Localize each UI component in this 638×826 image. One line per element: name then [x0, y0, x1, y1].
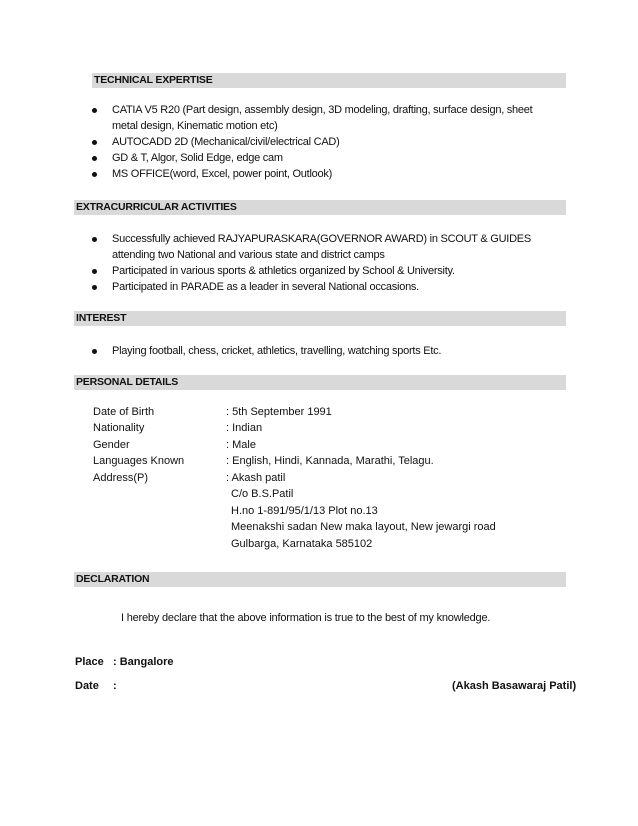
- list-item: Participated in various sports & athletics organized by School & University.: [92, 263, 572, 279]
- address-line: Gulbarga, Karnataka 585102: [231, 538, 373, 550]
- address-line: C/o B.S.Patil: [231, 488, 294, 500]
- declaration-heading-bar: [74, 572, 566, 587]
- technical-expertise-heading: TECHNICAL EXPERTISE: [94, 74, 213, 86]
- details-label: Languages Known: [93, 455, 185, 467]
- address-line: H.no 1-891/95/1/13 Plot no.13: [231, 505, 378, 517]
- list-item: MS OFFICE(word, Excel, power point, Outlook): [92, 166, 572, 182]
- details-label: Address(P): [93, 472, 149, 484]
- interest-heading: INTEREST: [76, 312, 127, 324]
- technical-expertise-list: [92, 102, 572, 182]
- personal-details-heading-bar: [74, 375, 566, 390]
- interest-heading-bar: [74, 311, 566, 326]
- date-value: :: [113, 680, 117, 692]
- list-item: CATIA V5 R20 (Part design, assembly design, 3D modeling, drafting, surface design, sheet metal design, Kinematic motion etc): [92, 102, 572, 134]
- details-value: : 5th September 1991: [226, 406, 332, 418]
- extracurricular-heading-bar: [74, 200, 566, 215]
- details-label: Nationality: [93, 422, 145, 434]
- list-item: Playing football, chess, cricket, athletics, travelling, watching sports Etc.: [92, 343, 572, 359]
- place-value: : Bangalore: [113, 656, 174, 668]
- declaration-heading: DECLARATION: [76, 573, 150, 585]
- declaration-text: I hereby declare that the above information is true to the best of my knowledge.: [121, 612, 491, 624]
- personal-details-heading: PERSONAL DETAILS: [76, 376, 179, 388]
- list-item: AUTOCADD 2D (Mechanical/civil/electrical CAD): [92, 134, 572, 150]
- extracurricular-list: [92, 231, 572, 295]
- technical-expertise-heading-bar: [92, 73, 566, 88]
- list-item: Successfully achieved RAJYAPURASKARA(GOVERNOR AWARD) in SCOUT & GUIDES attending two National and various state and district camps: [92, 231, 572, 263]
- date-label: Date: [75, 680, 99, 692]
- details-value: : Male: [226, 439, 256, 451]
- place-label: Place: [75, 656, 104, 668]
- details-label: Date of Birth: [93, 406, 155, 418]
- list-item: Participated in PARADE as a leader in several National occasions.: [92, 279, 572, 295]
- details-value: : English, Hindi, Kannada, Marathi, Telagu.: [226, 455, 434, 467]
- address-line: Meenakshi sadan New maka layout, New jewargi road: [231, 521, 496, 533]
- details-label: Gender: [93, 439, 130, 451]
- details-value: : Akash patil: [226, 472, 286, 484]
- interest-list: [92, 343, 572, 359]
- list-item: GD & T, Algor, Solid Edge, edge cam: [92, 150, 572, 166]
- extracurricular-heading: EXTRACURRICULAR ACTIVITIES: [76, 201, 237, 213]
- signature-name: (Akash Basawaraj Patil): [452, 680, 577, 692]
- details-value: : Indian: [226, 422, 263, 434]
